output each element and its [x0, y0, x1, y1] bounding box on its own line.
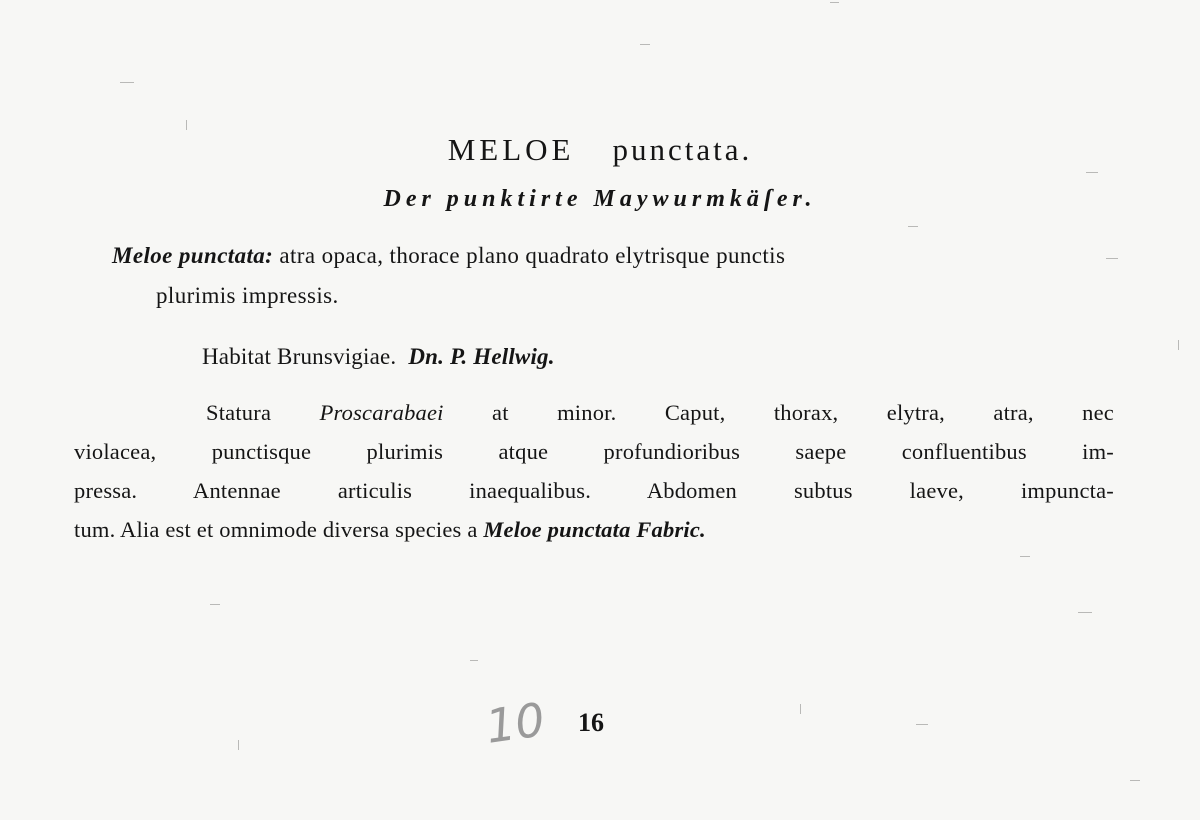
- description-line1-italic: Proscarabaei: [319, 400, 444, 425]
- title-genus: MELOE: [447, 132, 575, 167]
- paper-speck: [120, 82, 134, 83]
- paper-speck: [238, 740, 239, 750]
- paper-speck: [210, 604, 220, 605]
- description-paragraph: [74, 393, 1114, 549]
- description-line: [74, 393, 1114, 432]
- paper-speck: [830, 2, 839, 3]
- paper-speck: [1020, 556, 1030, 557]
- description-line4-start: tum. Alia est et omnimode diversa species a: [74, 517, 478, 542]
- description-line4-italic: Meloe punctata Fabric.: [483, 517, 706, 542]
- paper-speck: [908, 226, 918, 227]
- description-line: [74, 510, 1114, 549]
- description-line3: pressa. Antennae articulis inaequalibus. Abdomen subtus laeve, impuncta-: [74, 478, 1114, 503]
- habitat-text: Habitat Brunsvigiae.: [202, 344, 397, 369]
- diagnosis-species-name: Meloe punctata:: [112, 243, 274, 268]
- diagnosis-paragraph: [112, 236, 1122, 316]
- description-line1-end: at minor. Caput, thorax, elytra, atra, nec: [492, 400, 1114, 425]
- diagnosis-text-line2: plurimis impressis.: [156, 283, 339, 308]
- paper-speck: [1130, 780, 1140, 781]
- description-line1-start: Statura: [206, 400, 272, 425]
- paper-speck: [1086, 172, 1098, 173]
- habitat-line: [202, 344, 555, 370]
- habitat-author: Dn. P. Hellwig.: [408, 344, 555, 369]
- paper-speck: [800, 704, 801, 714]
- paper-speck: [916, 724, 928, 725]
- paper-speck: [1078, 612, 1092, 613]
- paper-speck: [1178, 340, 1179, 350]
- german-common-name: Der punktirte Maywurmkäſer.: [383, 186, 817, 212]
- page-number: 16: [578, 708, 604, 737]
- diagnosis-text-line1: atra opaca, thorace plano quadrato elytrisque punctis: [279, 243, 786, 268]
- description-line2: violacea, punctisque plurimis atque profundioribus saepe confluentibus im-: [74, 439, 1114, 464]
- pencil-annotation: 10: [482, 692, 549, 754]
- paper-speck: [640, 44, 650, 45]
- paper-speck: [470, 660, 478, 661]
- species-title: [0, 132, 1200, 168]
- title-species: punctata.: [612, 132, 753, 167]
- paper-speck: [186, 120, 187, 130]
